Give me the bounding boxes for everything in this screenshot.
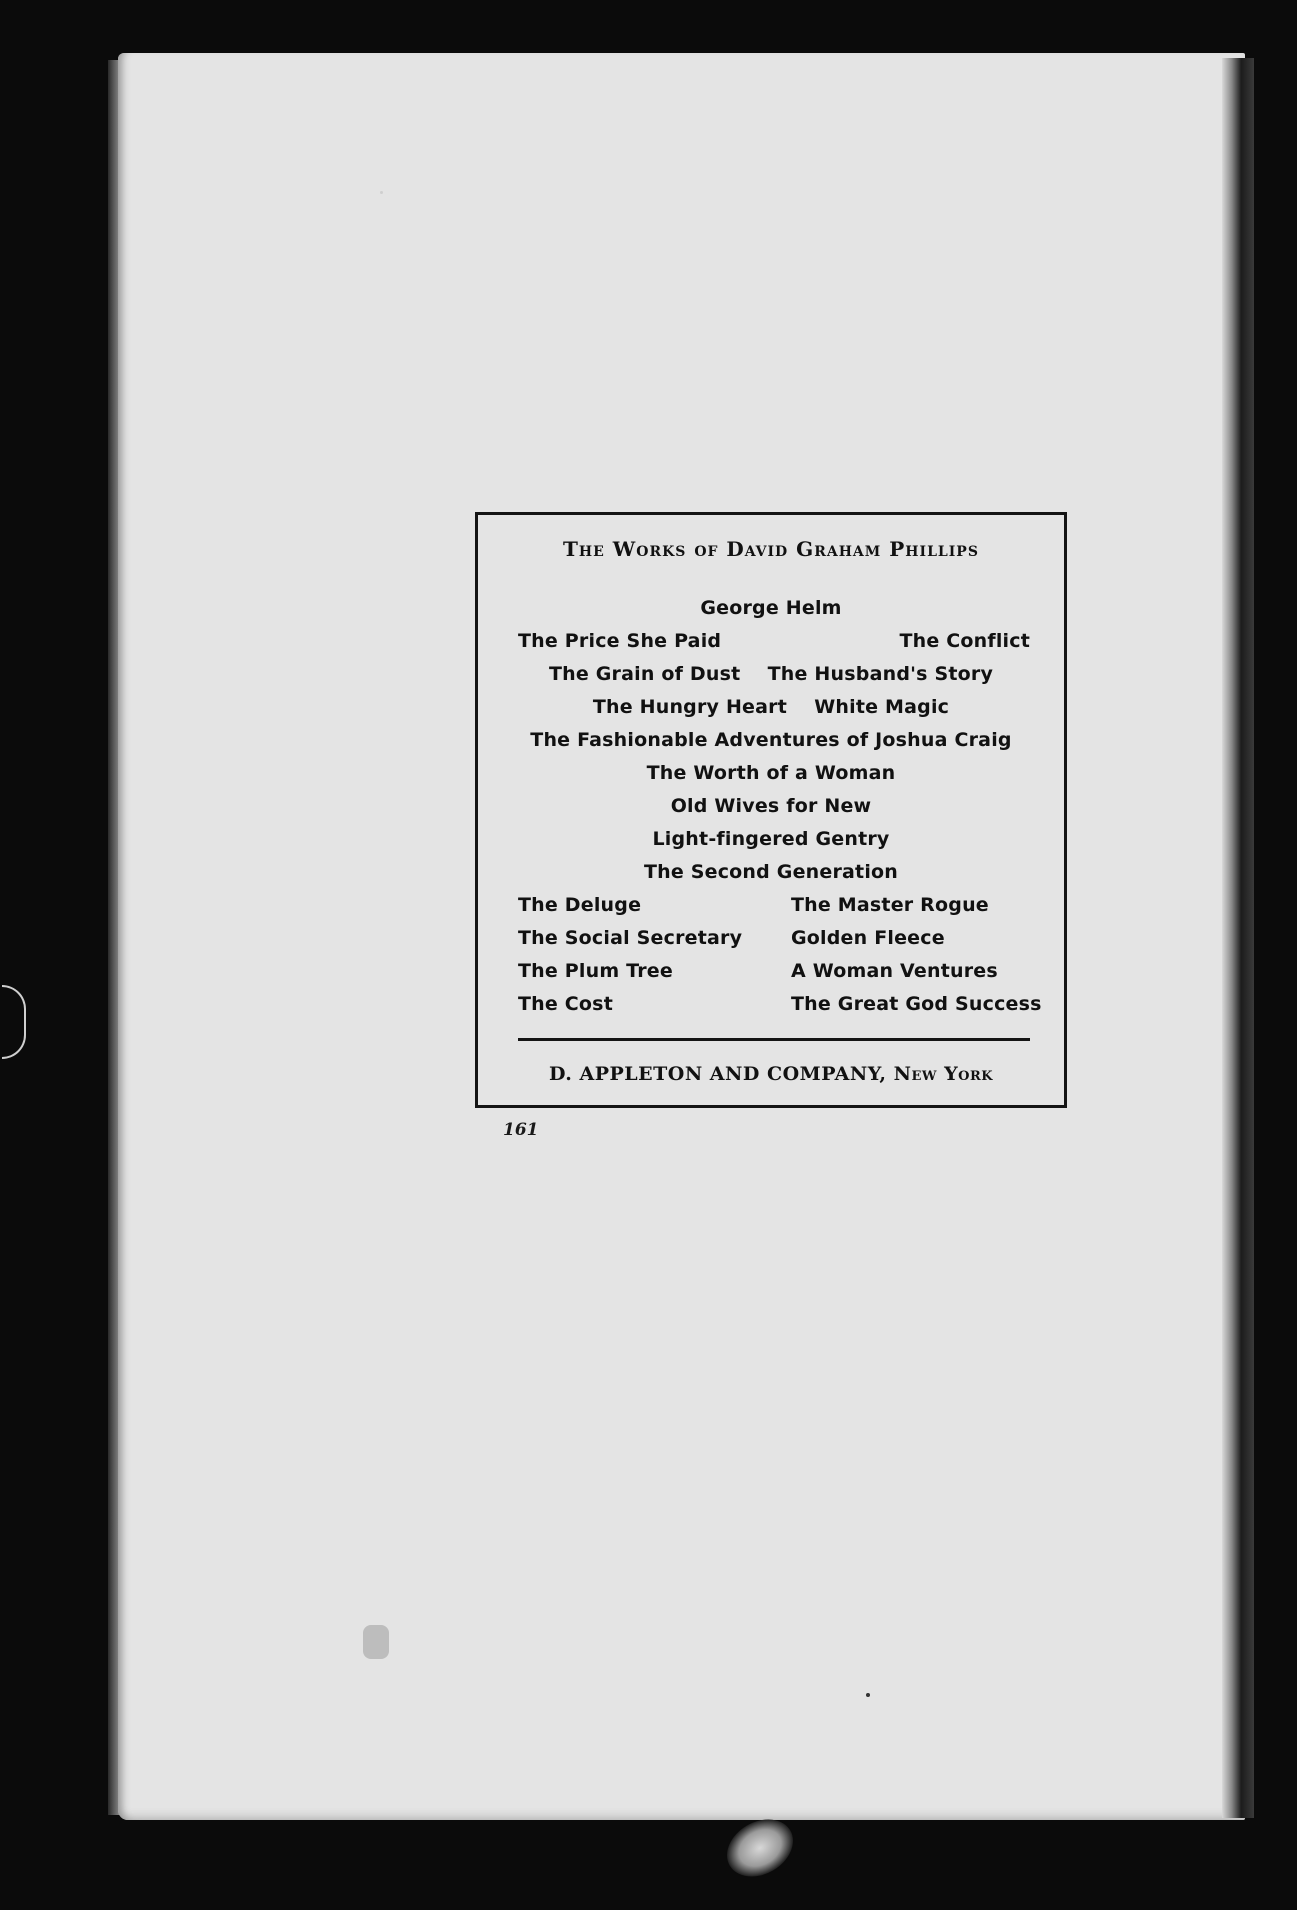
book-title: The Price She Paid [518,630,722,652]
book-title: The Deluge [518,894,642,916]
stain-mark [363,1625,389,1659]
book-title: The Fashionable Adventures of Joshua Craig [530,729,1012,751]
publisher-city: New York [893,1063,994,1085]
book-title: The Great God Success [791,993,1042,1015]
dust-speck [380,191,383,194]
dust-speck [866,1693,870,1697]
book-title: The Conflict [899,630,1030,652]
book-title: The Worth of a Woman [646,762,896,784]
page-right-edge [1222,58,1254,1818]
book-title: Light-fingered Gentry [652,828,890,850]
ad-title: The Works of David Graham Phillips [563,537,979,561]
book-title: The Grain of Dust The Husband's Story [548,663,994,685]
book-title: The Plum Tree [518,960,673,982]
book-title: Old Wives for New [670,795,872,817]
publisher-name: D. APPLETON AND COMPANY, [548,1063,887,1085]
book-title: The Second Generation [643,861,899,883]
book-title: George Helm [700,597,842,619]
book-title: Golden Fleece [791,927,945,949]
publisher-advertisement [475,512,1067,1108]
book-title: The Hungry Heart White Magic [592,696,950,718]
book-title: The Master Rogue [791,894,989,916]
divider-rule [518,1038,1030,1041]
book-title: The Cost [518,993,613,1015]
book-title: The Social Secretary [518,927,743,949]
publisher-imprint [478,1063,1064,1085]
book-title: A Woman Ventures [791,960,998,982]
page-number-mark: 161 [503,1120,539,1140]
